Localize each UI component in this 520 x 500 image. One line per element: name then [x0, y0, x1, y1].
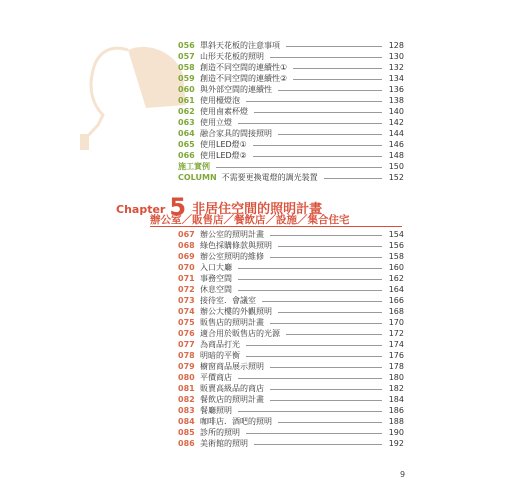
- entry-page: 176: [388, 351, 404, 360]
- page-number: 9: [400, 470, 406, 479]
- entry-page: 166: [388, 296, 404, 305]
- leader-line: [238, 411, 382, 412]
- entry-title: 平價商店: [200, 373, 232, 382]
- toc-entry-085[interactable]: [178, 427, 404, 438]
- leader-line: [246, 345, 382, 346]
- entry-number: 061: [178, 96, 195, 105]
- toc-entry-069[interactable]: [178, 251, 404, 262]
- entry-title: 單斜天花板的注意事項: [200, 41, 280, 50]
- entry-page: 168: [388, 307, 404, 316]
- toc-entry-084[interactable]: [178, 416, 404, 427]
- entry-title: 休息空間: [200, 285, 232, 294]
- toc-entry-080[interactable]: [178, 372, 404, 383]
- entry-number: 084: [178, 417, 195, 426]
- entry-title: 餐飲店的照明計畫: [200, 395, 264, 404]
- leader-line: [270, 235, 382, 236]
- entry-number: 074: [178, 307, 195, 316]
- leader-line: [270, 323, 382, 324]
- chapter-number: 5: [169, 193, 187, 221]
- entry-page: 156: [388, 241, 404, 250]
- entry-page: 160: [388, 263, 404, 272]
- leader-line: [238, 279, 382, 280]
- entry-title: 融合家具的間接照明: [200, 129, 272, 138]
- entry-page: 144: [388, 129, 404, 138]
- entry-title: 為商品打光: [200, 340, 240, 349]
- entry-number: 056: [178, 41, 195, 50]
- chapter-divider: [150, 226, 402, 227]
- entry-title: 美術館的照明: [200, 439, 248, 448]
- entry-number: 083: [178, 406, 195, 415]
- toc-entry-083[interactable]: [178, 405, 404, 416]
- entry-number: 081: [178, 384, 195, 393]
- entry-number: 086: [178, 439, 195, 448]
- entry-number: 072: [178, 285, 195, 294]
- leader-line: [238, 268, 382, 269]
- chapter-title: 非居住空間的照明計畫: [192, 202, 323, 217]
- entry-page: 170: [388, 318, 404, 327]
- toc-entry-078[interactable]: [178, 350, 404, 361]
- toc-entry-068[interactable]: [178, 240, 404, 251]
- leader-line: [286, 334, 382, 335]
- toc-entry-066[interactable]: [178, 150, 404, 161]
- leader-line: [270, 400, 382, 401]
- entry-title: 與外部空間的連續性: [200, 85, 272, 94]
- leader-line: [324, 178, 382, 179]
- entry-page: 172: [388, 329, 404, 338]
- toc-entry-065[interactable]: [178, 139, 404, 150]
- leader-line: [270, 57, 382, 58]
- entry-number: 085: [178, 428, 195, 437]
- entry-page: 130: [388, 52, 404, 61]
- leader-line: [270, 257, 382, 258]
- leader-line: [253, 145, 382, 146]
- entry-title: 辦公大樓的外觀照明: [200, 307, 272, 316]
- leader-line: [246, 356, 382, 357]
- entry-title: 使用檯燈泡: [200, 96, 240, 105]
- leader-line: [293, 79, 382, 80]
- toc-entry-056[interactable]: [178, 40, 404, 51]
- toc-entry-067[interactable]: [178, 229, 404, 240]
- entry-page: 190: [388, 428, 404, 437]
- entry-number: 075: [178, 318, 195, 327]
- leader-line: [270, 389, 382, 390]
- entry-title: 使用鹵素杯燈: [200, 107, 248, 116]
- entry-title: 餐廳照明: [200, 406, 232, 415]
- entry-title: 診所的照明: [200, 428, 240, 437]
- entry-page: 192: [388, 439, 404, 448]
- leader-line: [278, 312, 382, 313]
- entry-number: 073: [178, 296, 195, 305]
- entry-number: 059: [178, 74, 195, 83]
- toc-entry-construction-examples[interactable]: [178, 161, 404, 172]
- entry-number: 069: [178, 252, 195, 261]
- leader-line: [270, 367, 382, 368]
- leader-line: [262, 301, 382, 302]
- entry-title: 辦公室照明的維修: [200, 252, 264, 261]
- entry-number: 066: [178, 151, 195, 160]
- entry-number: 078: [178, 351, 195, 360]
- entry-number: 080: [178, 373, 195, 382]
- entry-title: 適合用於販售店的光源: [200, 329, 280, 338]
- entry-number: 062: [178, 107, 195, 116]
- entry-title: 創造不同空間的連續性②: [200, 74, 288, 83]
- entry-title: 使用LED燈①: [200, 140, 247, 149]
- entry-page: 180: [388, 373, 404, 382]
- toc-entry-064[interactable]: [178, 128, 404, 139]
- leader-line: [246, 101, 382, 102]
- entry-title: 咖啡店．酒吧的照明: [200, 417, 272, 426]
- toc-entry-062[interactable]: [178, 106, 404, 117]
- entry-number: 065: [178, 140, 195, 149]
- entry-page: 184: [388, 395, 404, 404]
- leader-line: [254, 112, 382, 113]
- chapter-subtitle: 辦公室／販售店／餐飲店／設施／集合住宅: [150, 214, 350, 226]
- toc-entry-076[interactable]: [178, 328, 404, 339]
- toc-entry-column[interactable]: [178, 172, 404, 183]
- entry-title: 使用立燈: [200, 118, 232, 127]
- entry-page: 178: [388, 362, 404, 371]
- toc-entry-071[interactable]: [178, 273, 404, 284]
- entry-page: 132: [388, 63, 404, 72]
- entry-number: 079: [178, 362, 195, 371]
- entry-number: 070: [178, 263, 195, 272]
- leader-line: [286, 46, 382, 47]
- entry-title: 事務空間: [200, 274, 232, 283]
- entry-title: 施工實例: [178, 162, 210, 171]
- entry-page: 142: [388, 118, 404, 127]
- entry-number: 057: [178, 52, 195, 61]
- toc-entry-058[interactable]: [178, 62, 404, 73]
- toc-entry-070[interactable]: [178, 262, 404, 273]
- entry-title: 辦公室的照明計畫: [200, 230, 264, 239]
- leader-line: [238, 378, 382, 379]
- entry-number: 071: [178, 274, 195, 283]
- leader-line: [278, 90, 382, 91]
- entry-title: 櫥窗商品展示照明: [200, 362, 264, 371]
- toc-entry-082[interactable]: [178, 394, 404, 405]
- leader-line: [278, 134, 382, 135]
- toc-entry-086[interactable]: [178, 438, 404, 449]
- leader-line: [254, 444, 382, 445]
- entry-title: 綠色採購條款與照明: [200, 241, 272, 250]
- entry-number: 064: [178, 129, 195, 138]
- entry-page: 146: [388, 140, 404, 149]
- leader-line: [253, 156, 382, 157]
- entry-page: 136: [388, 85, 404, 94]
- entry-title: 使用LED燈②: [200, 151, 247, 160]
- chapter-label: Chapter: [116, 203, 166, 216]
- entry-number: 067: [178, 230, 195, 239]
- leader-line: [246, 433, 382, 434]
- entry-number: 063: [178, 118, 195, 127]
- entry-page: 148: [388, 151, 404, 160]
- entry-title: 山形天花板的照明: [200, 52, 264, 61]
- toc-entry-057[interactable]: [178, 51, 404, 62]
- entry-page: 182: [388, 384, 404, 393]
- entry-page: 162: [388, 274, 404, 283]
- entry-title: 創造不同空間的連續性①: [200, 63, 288, 72]
- entry-page: 128: [388, 41, 404, 50]
- entry-title: 販賣高級品的商店: [200, 384, 264, 393]
- toc-entry-074[interactable]: [178, 306, 404, 317]
- leader-line: [293, 68, 382, 69]
- toc-entry-072[interactable]: [178, 284, 404, 295]
- toc-entry-079[interactable]: [178, 361, 404, 372]
- entry-number: 077: [178, 340, 195, 349]
- entry-number: 076: [178, 329, 195, 338]
- toc-entry-073[interactable]: [178, 295, 404, 306]
- toc-entry-061[interactable]: [178, 95, 404, 106]
- entry-page: 188: [388, 417, 404, 426]
- leader-line: [238, 290, 382, 291]
- toc-entry-060[interactable]: [178, 84, 404, 95]
- leader-line: [278, 422, 382, 423]
- entry-number: 082: [178, 395, 195, 404]
- toc-entry-081[interactable]: [178, 383, 404, 394]
- entry-page: 154: [388, 230, 404, 239]
- entry-title: 明暗的平衡: [200, 351, 240, 360]
- entry-page: 138: [388, 96, 404, 105]
- entry-page: 134: [388, 74, 404, 83]
- entry-title: 販售店的照明計畫: [200, 318, 264, 327]
- entry-page: 186: [388, 406, 404, 415]
- entry-number: 060: [178, 85, 195, 94]
- entry-title: 不需要更換電燈的調光裝置: [221, 173, 318, 182]
- entry-page: 140: [388, 107, 404, 116]
- entry-page: 164: [388, 285, 404, 294]
- lamp-illustration: [58, 30, 188, 150]
- entry-number: COLUMN: [178, 173, 217, 182]
- toc-entry-075[interactable]: [178, 317, 404, 328]
- entry-page: 174: [388, 340, 404, 349]
- toc-entry-063[interactable]: [178, 117, 404, 128]
- entry-page: 152: [388, 173, 404, 182]
- entry-title: 接待室．會議室: [200, 296, 256, 305]
- leader-line: [278, 246, 382, 247]
- entry-number: 058: [178, 63, 195, 72]
- leader-line: [216, 167, 382, 168]
- entry-page: 158: [388, 252, 404, 261]
- toc-entry-059[interactable]: [178, 73, 404, 84]
- entry-page: 150: [388, 162, 404, 171]
- leader-line: [238, 123, 382, 124]
- entry-number: 068: [178, 241, 195, 250]
- entry-title: 入口大廳: [200, 263, 232, 272]
- toc-entry-077[interactable]: [178, 339, 404, 350]
